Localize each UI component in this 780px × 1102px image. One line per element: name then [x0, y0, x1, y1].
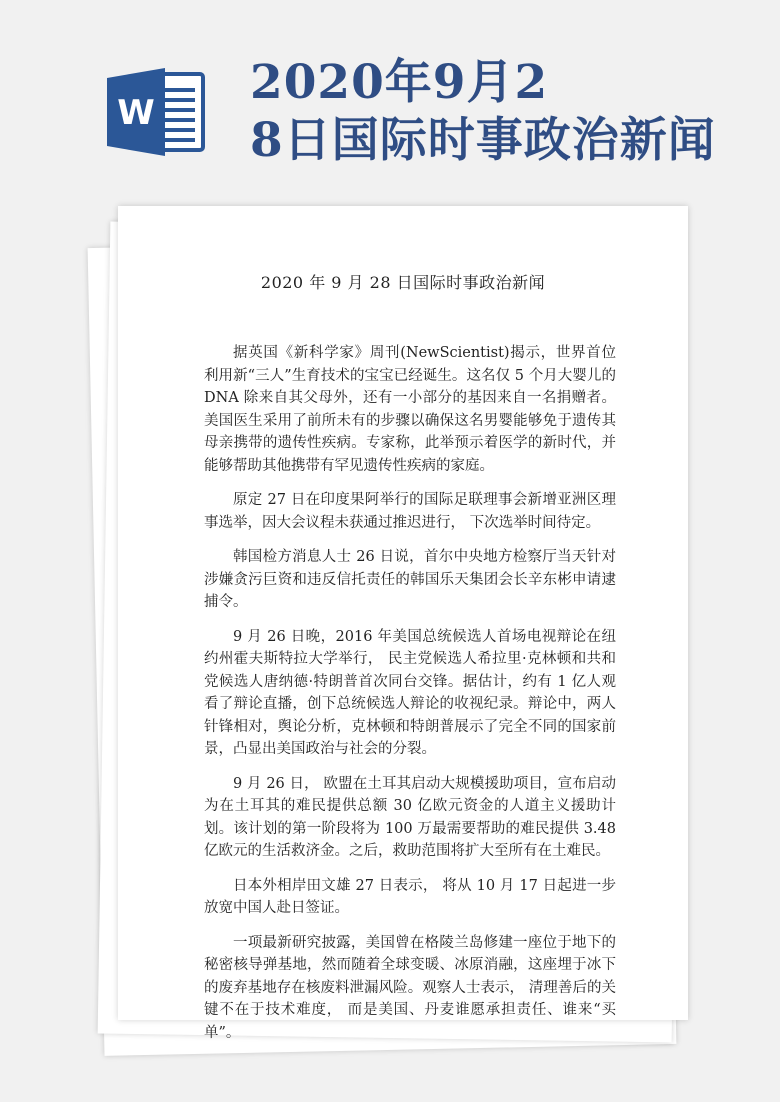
header [0, 0, 780, 200]
page-title-line1: 2020年9月2 [250, 55, 549, 110]
paragraph: 原定 27 日在印度果阿举行的国际足联理事会新增亚洲区理事选举，因大会议程未获通过推迟进行， 下次选举时间待定。 [204, 492, 616, 531]
paragraph: 日本外相岸田文雄 27 日表示， 将从 10 月 17 日起进一步放宽中国人赴日签证。 [204, 877, 616, 916]
svg-text:W: W [117, 93, 155, 133]
page-title-line2: 8日国际时事政治新闻 [250, 113, 716, 168]
document-body [204, 342, 616, 1056]
page-title [250, 54, 770, 170]
document-page [118, 206, 688, 1041]
paragraph: 据英国《新科学家》周刊(NewScientist)揭示，世界首位利用新“三人”生育技术的宝宝已经诞生。这名仅 5 个月大婴儿的 DNA 除来自其父母外，还有一小部分的基因来自一名捐赠者。美国医生采用了前所未有的步骤以确保这名男婴能够免于遗传其母亲携带的遗传性疾病。专家称，此举预示着医学的新时代，并能够帮助其他携带有罕见遗传性疾病的家庭。 [204, 345, 616, 474]
paragraph: 韩国检方消息人士 26 日说，首尔中央地方检察厅当天针对涉嫌贪污巨资和违反信托责任的韩国乐天集团会长辛东彬申请逮捕令。 [204, 549, 616, 610]
paragraph: 9 月 26 日， 欧盟在土耳其启动大规模援助项目，宣布启动为在土耳其的难民提供总额 30 亿欧元资金的人道主义援助计划。该计划的第一阶段将为 100 万最需要帮助的难民提供 3.48 亿欧元的生活救济金。之后，救助范围将扩大至所有在土难民。 [204, 775, 616, 859]
paragraph: 一项最新研究披露，美国曾在格陵兰岛修建一座位于地下的秘密核导弹基地，然而随着全球变暖、冰原消融，这座埋于冰下的废弃基地存在核废料泄漏风险。观察人士表示， 清理善后的关键不在于技术难度， 而是美国、丹麦谁愿承担责任、谁来“买单”。 [204, 934, 616, 1041]
word-document-icon [107, 68, 209, 156]
paragraph: 9 月 26 日晚，2016 年美国总统候选人首场电视辩论在纽约州霍夫斯特拉大学举行， 民主党候选人希拉里·克林顿和共和党候选人唐纳德·特朗普首次同台交锋。据估计，约有 1 亿人观看了辩论直播，创下总统候选人辩论的收视纪录。辩论中，两人针锋相对，舆论分析，克林顿和特朗普展示了完全不同的国家前景，凸显出美国政治与社会的分裂。 [204, 628, 616, 757]
document-title: 2020 年 9 月 28 日国际时事政治新闻 [260, 273, 546, 292]
